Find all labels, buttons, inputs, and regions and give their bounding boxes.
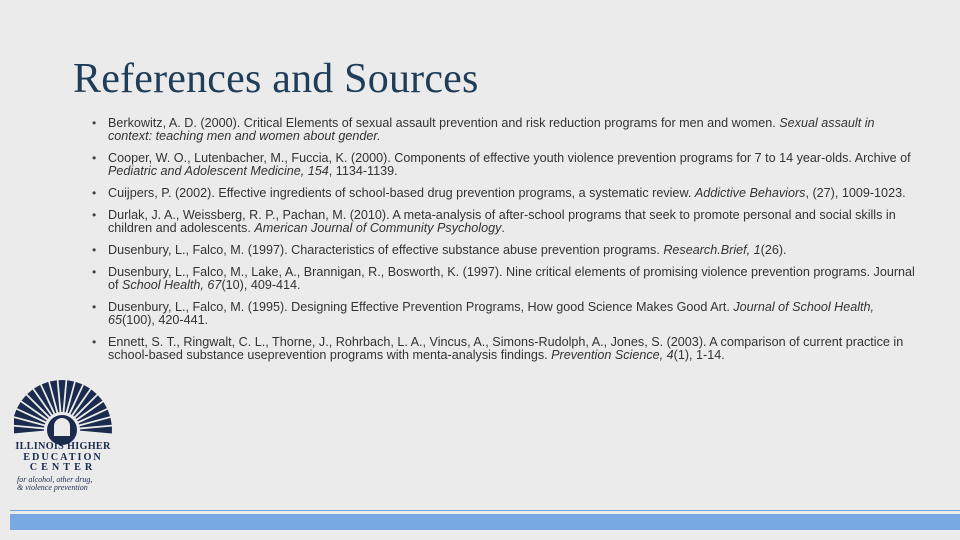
reference-italic: Pediatric and Adolescent Medicine, 154 [108, 164, 329, 178]
reference-italic: Research.Brief, 1 [663, 243, 761, 257]
reference-text: Ennett, S. T., Ringwalt, C. L., Thorne, J., Rohrbach, L. A., Vincus, A., Simons-Rudolph, A., Jones, S. (2003). A comparison of current practice in school-based substance useprevention programs with menta-analysis findings. [108, 335, 904, 362]
reference-list [92, 117, 922, 371]
logo-line2: EDUCATION [23, 452, 103, 463]
logo-line4: for alcohol, other drug, [17, 475, 93, 484]
reference-item [92, 152, 922, 178]
reference-text: Dusenbury, L., Falco, M., Lake, A., Brannigan, R., Bosworth, K. (1997). Nine critical elements of promising violence prevention programs. Journal of [108, 265, 915, 292]
logo-ray [14, 427, 44, 434]
reference-tail: (10), 409-414. [221, 278, 301, 292]
reference-item [92, 244, 922, 257]
reference-tail: . [501, 221, 505, 235]
reference-tail: (100), 420-441. [122, 313, 209, 327]
reference-text: Cooper, W. O., Lutenbacher, M., Fuccia, K. (2000). Components of effective youth violence prevention programs for 7 to 14 year-olds. Archive of [108, 151, 911, 165]
reference-italic: Sexual assault in context: teaching men and women about gender. [108, 116, 875, 143]
reference-italic: Journal of School Health, 65 [108, 300, 875, 327]
footer-divider [10, 510, 960, 511]
logo-tagline [17, 476, 113, 492]
reference-tail: , 1134-1139. [328, 164, 398, 178]
reference-italic: School Health, 67 [122, 278, 222, 292]
reference-italic: Addictive Behaviors [694, 186, 806, 200]
reference-text: Dusenbury, L., Falco, M. (1997). Characteristics of effective substance abuse prevention programs. [108, 243, 664, 257]
slide-title: References and Sources [73, 56, 479, 102]
reference-text: Berkowitz, A. D. (2000). Critical Elements of sexual assault prevention and risk reduction programs for men and women. [108, 116, 780, 130]
reference-italic: Prevention Science, 4 [551, 348, 674, 362]
logo-line5: & violence prevention [17, 483, 88, 492]
reference-text: Cuijpers, P. (2002). Effective ingredients of school-based drug prevention programs, a systematic review. [108, 186, 695, 200]
reference-item [92, 301, 922, 327]
reference-item [92, 336, 922, 362]
reference-italic: American Journal of Community Psychology [254, 221, 502, 235]
footer-bar [10, 514, 960, 530]
reference-tail: (26). [760, 243, 787, 257]
logo-line1: ILLINOIS HIGHER [15, 441, 111, 452]
logo-ray [59, 380, 66, 412]
reference-item [92, 117, 922, 143]
reference-item [92, 209, 922, 235]
reference-item [92, 187, 922, 200]
logo-ray [80, 427, 112, 434]
reference-item [92, 266, 922, 292]
logo-line3: CENTER [29, 462, 97, 473]
reference-tail: , (27), 1009-1023. [805, 186, 906, 200]
reference-text: Durlak, J. A., Weissberg, R. P., Pachan, M. (2010). A meta-analysis of after-school programs that seek to promote personal and social skills in children and adolescents. [108, 208, 896, 235]
reference-text: Dusenbury, L., Falco, M. (1995). Designing Effective Prevention Programs, How good Science Makes Good Art. [108, 300, 734, 314]
reference-tail: (1), 1-14. [673, 348, 725, 362]
